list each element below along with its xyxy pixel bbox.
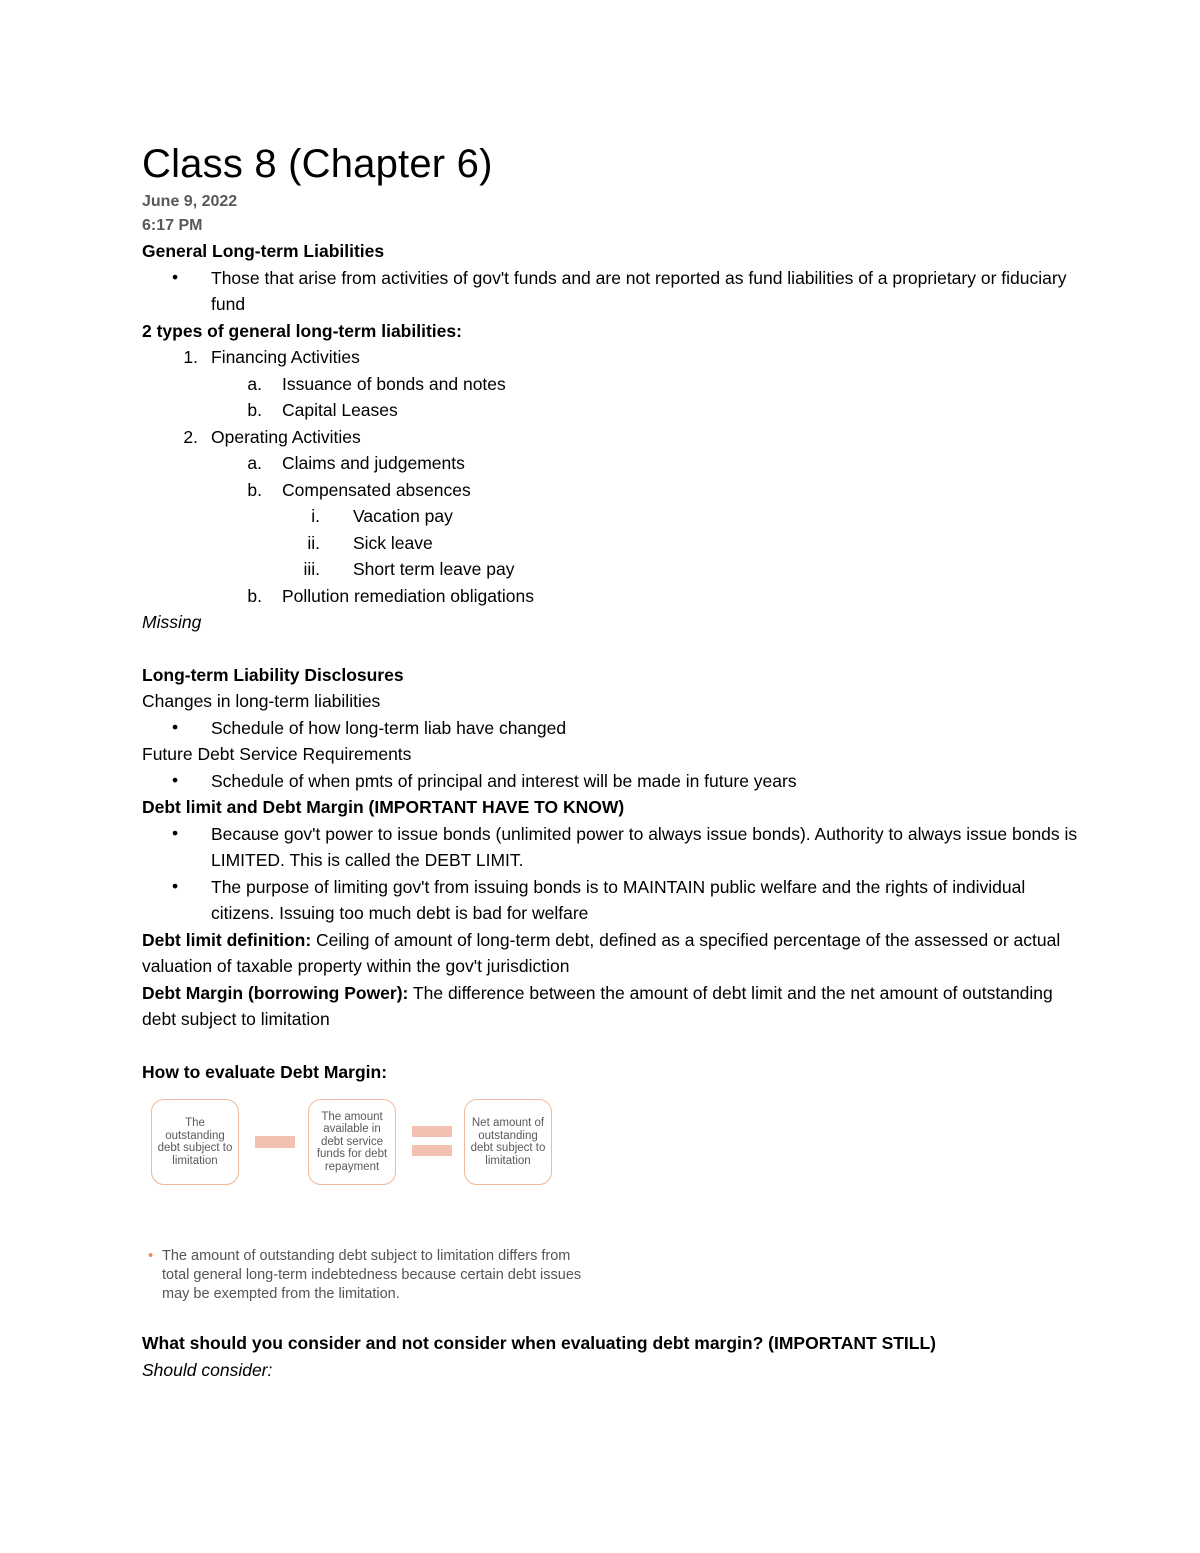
list-item-text: Schedule of how long-term liab have changed <box>211 717 567 738</box>
subheading-future: Future Debt Service Requirements <box>142 744 412 764</box>
list-item-text: Claims and judgements <box>282 453 465 473</box>
debt-margin-diagram <box>142 1099 1082 1199</box>
list-item-text: Vacation pay <box>353 506 453 526</box>
list-item-text: Pollution remediation obligations <box>282 585 534 606</box>
list-item <box>142 556 1082 583</box>
list-item <box>142 450 1082 477</box>
bullet-icon: • <box>172 266 179 287</box>
spacer <box>142 1304 1082 1330</box>
list-marker: b. <box>247 585 262 606</box>
section-heading-types: 2 types of general long-term liabilities: <box>142 320 462 341</box>
diagram-box-debt-service-funds: The amount available in debt service funds for debt repayment <box>308 1099 396 1185</box>
list-marker: a. <box>247 453 262 473</box>
section-heading-evaluate: How to evaluate Debt Margin: <box>142 1061 388 1082</box>
list-item <box>142 503 1082 530</box>
section-heading-general: General Long-term Liabilities <box>142 241 385 261</box>
section-heading-disclosures: Long-term Liability Disclosures <box>142 664 404 685</box>
bullet-icon: • <box>172 716 179 737</box>
missing-label: Missing <box>142 612 202 632</box>
note-date: June 9, 2022 <box>142 193 238 210</box>
definition-text: Ceiling of amount of long-term debt, defined as a specified percentage of the assessed or actual valuation of taxable property within the gov't jurisdiction <box>142 929 1061 976</box>
spacer <box>142 636 1082 662</box>
equals-icon <box>412 1126 452 1137</box>
list-item <box>142 344 1082 371</box>
list-item-text: Operating Activities <box>211 426 361 447</box>
subheading-should-consider: Should consider: <box>142 1359 273 1380</box>
list-item <box>142 477 1082 504</box>
minus-icon <box>255 1136 295 1148</box>
list-marker: iii. <box>303 559 320 579</box>
equals-icon-lower-bar <box>412 1145 452 1156</box>
list-item <box>142 265 1082 318</box>
list-item-text: Short term leave pay <box>353 559 515 579</box>
spacer <box>142 1033 1082 1059</box>
list-item-text: Issuance of bonds and notes <box>282 373 506 394</box>
definition-term: Debt limit definition: <box>142 929 312 950</box>
list-item <box>142 768 1082 795</box>
list-item <box>142 397 1082 424</box>
note-time: 6:17 PM <box>142 217 203 234</box>
bullet-icon: • <box>148 1248 154 1264</box>
bullet-icon: • <box>172 875 179 896</box>
list-marker: b. <box>247 479 262 500</box>
list-item <box>142 371 1082 398</box>
list-item <box>142 874 1082 927</box>
list-item-text: Financing Activities <box>211 347 360 367</box>
list-marker: i. <box>311 506 320 526</box>
list-marker: b. <box>247 400 262 420</box>
section-heading-consider: What should you consider and not consider when evaluating debt margin? (IMPORTANT STILL) <box>142 1333 937 1353</box>
page <box>142 140 1082 1383</box>
list-item-text: Compensated absences <box>282 479 471 500</box>
definition-debt-limit <box>142 927 1082 980</box>
list-item <box>142 530 1082 557</box>
bullet-icon: • <box>172 769 179 790</box>
note-text: The amount of outstanding debt subject to limitation differs from total general long-term indebtedness because certain debt issues may be exempted from the limitation. <box>162 1248 582 1302</box>
subheading-changes: Changes in long-term liabilities <box>142 691 381 711</box>
list-marker: 1. <box>183 347 198 367</box>
list-item-text: Because gov't power to issue bonds (unlimited power to always issue bonds). Authority to always issue bonds is LIMITED. This is called the DEBT LIMIT. <box>211 823 1078 870</box>
list-item <box>142 424 1082 451</box>
diagram-box-net-amount: Net amount of outstanding debt subject to limitation <box>464 1099 552 1185</box>
bullet-icon: • <box>172 822 179 843</box>
list-marker: 2. <box>183 426 198 447</box>
diagram-box-outstanding-debt: The outstanding debt subject to limitation <box>151 1099 239 1185</box>
list-marker: a. <box>247 373 262 394</box>
list-item <box>142 583 1082 610</box>
page-title: Class 8 (Chapter 6) <box>142 142 493 186</box>
diagram-note <box>142 1247 582 1304</box>
list-marker: ii. <box>307 532 320 553</box>
definition-term: Debt Margin (borrowing Power): <box>142 982 409 1003</box>
list-item-text: The purpose of limiting gov't from issuing bonds is to MAINTAIN public welfare and the rights of individual citizens. Issuing too much debt is bad for welfare <box>211 876 1026 923</box>
list-item <box>142 715 1082 742</box>
list-item-text: Sick leave <box>353 532 433 553</box>
definition-text: The difference between the amount of debt limit and the net amount of outstanding debt subject to limitation <box>142 982 1053 1029</box>
section-heading-debt: Debt limit and Debt Margin (IMPORTANT HAVE TO KNOW) <box>142 797 625 817</box>
list-item <box>142 821 1082 874</box>
list-item-text: Capital Leases <box>282 400 398 420</box>
list-item-text: Those that arise from activities of gov't funds and are not reported as fund liabilities of a proprietary or fiduciary fund <box>211 267 1067 314</box>
definition-debt-margin <box>142 980 1082 1033</box>
list-item-text: Schedule of when pmts of principal and interest will be made in future years <box>211 770 797 791</box>
